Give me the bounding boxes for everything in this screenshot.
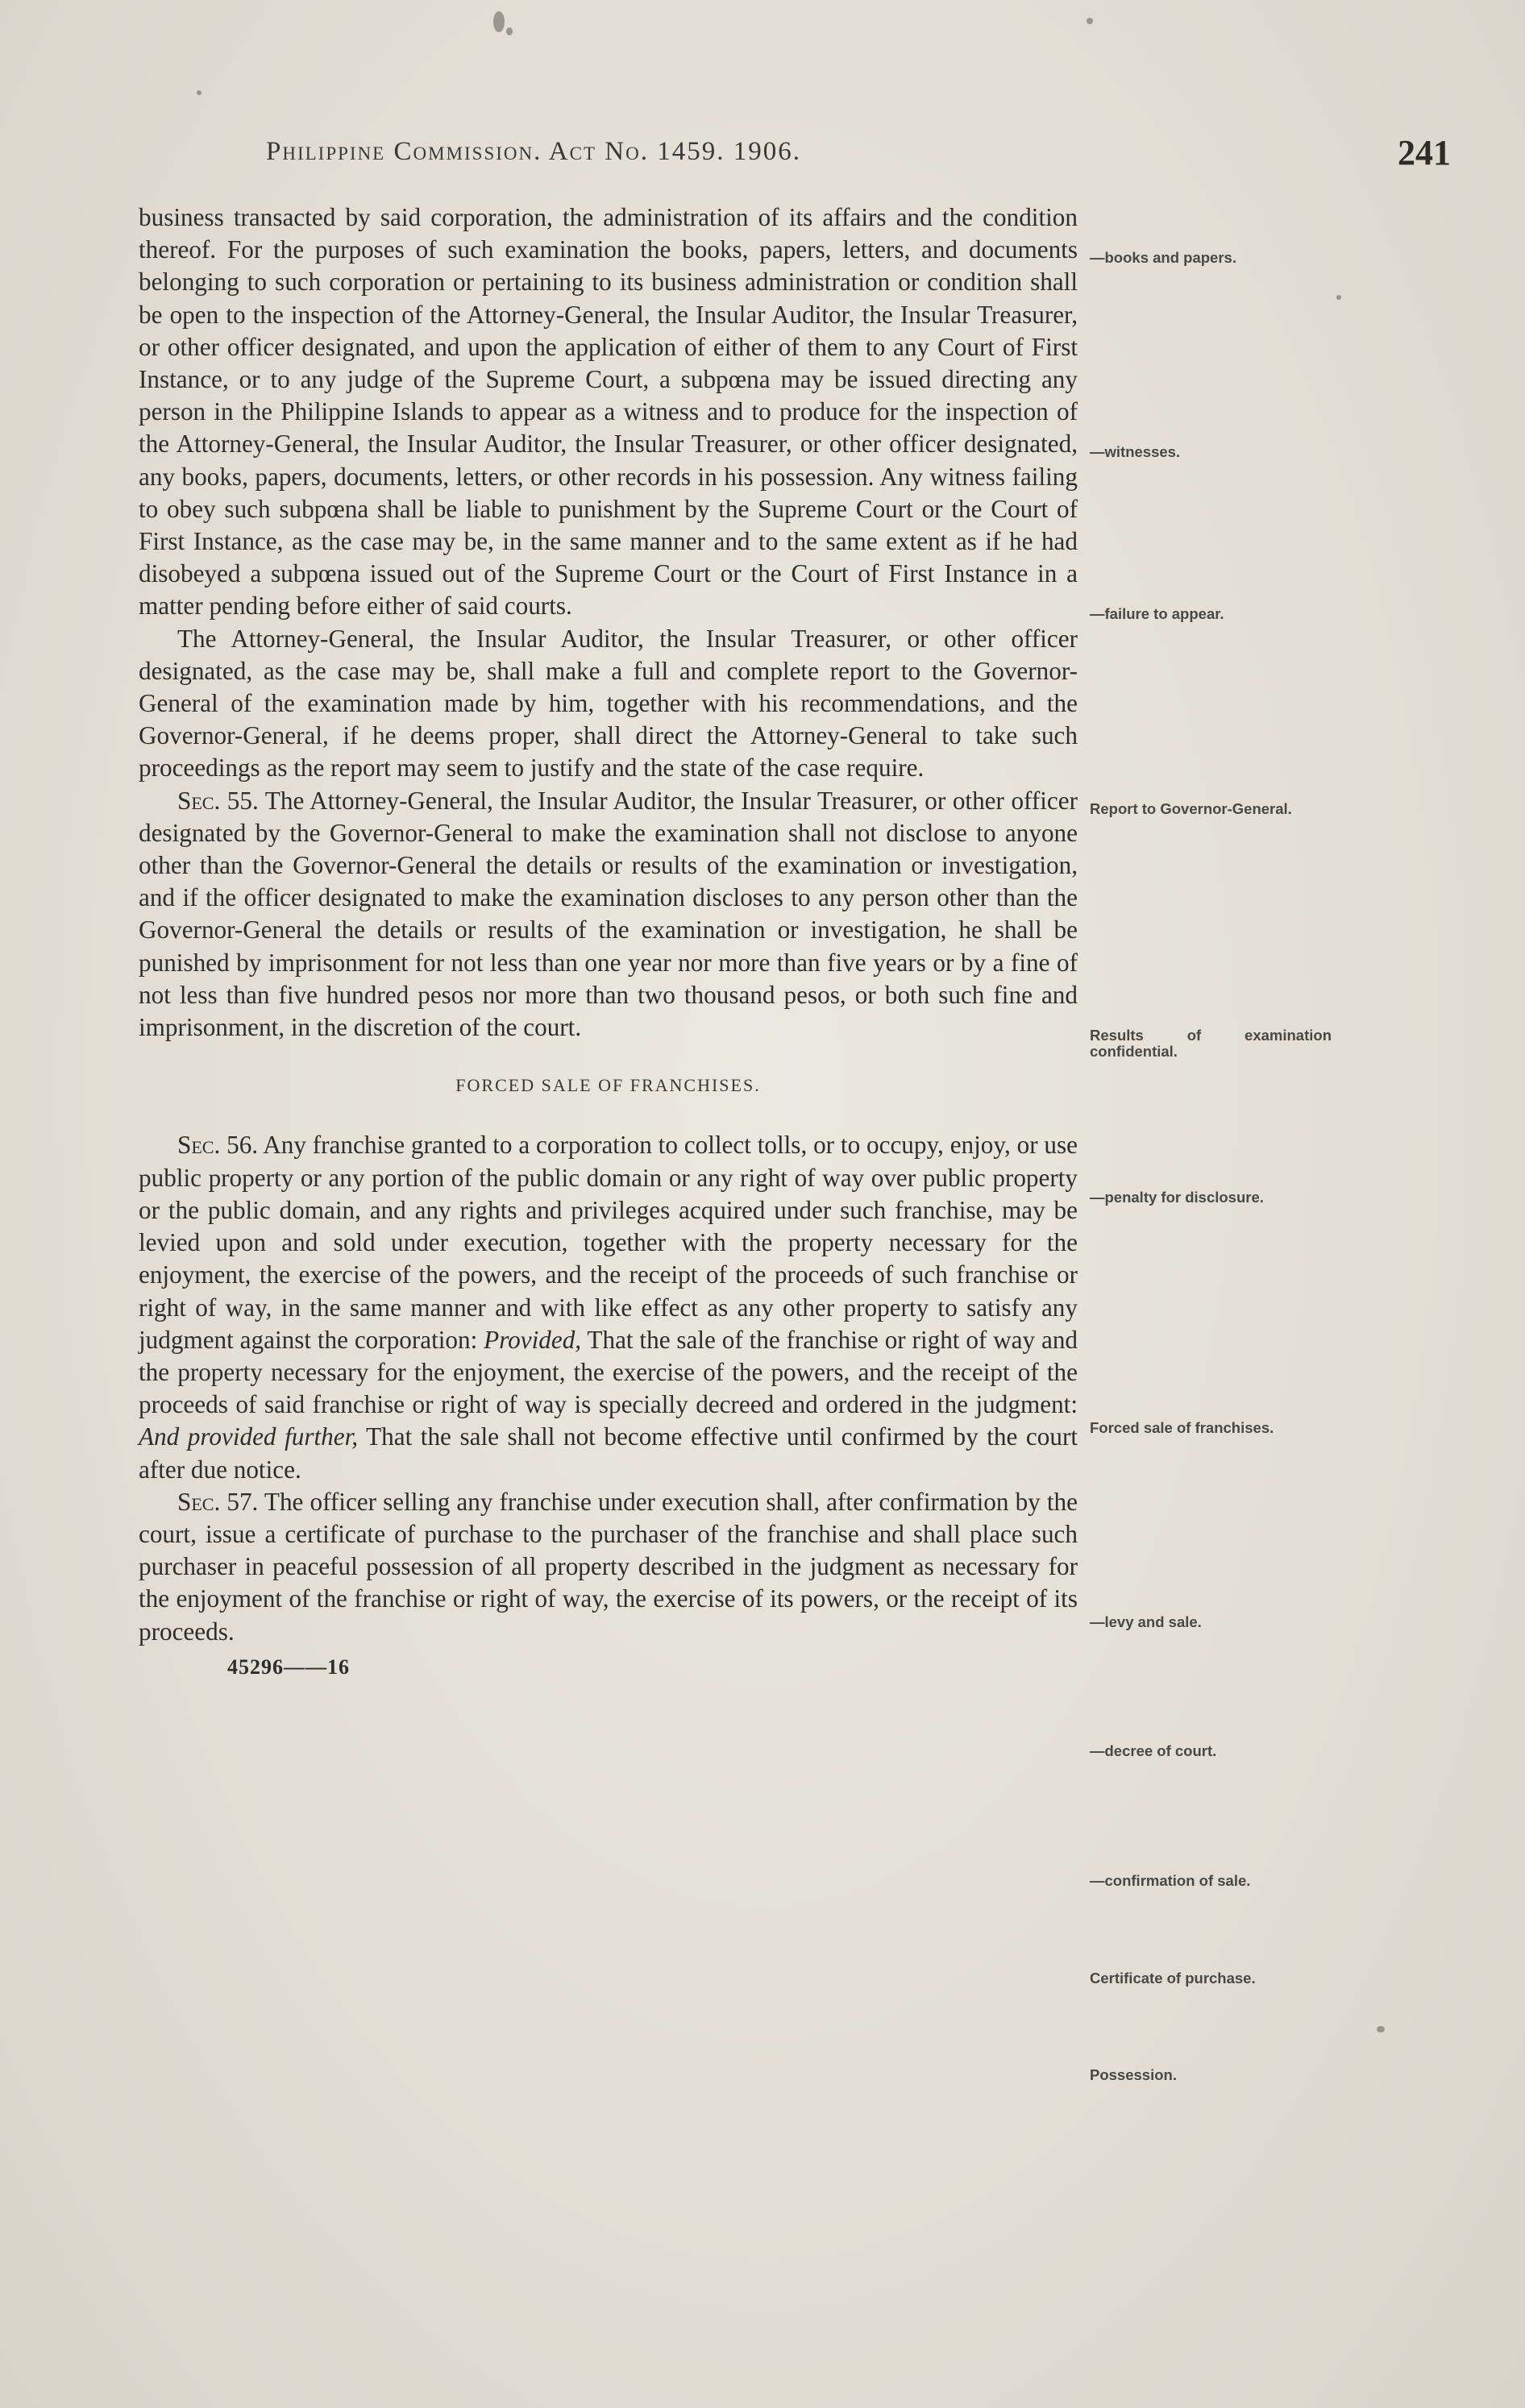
paragraph-text: The officer selling any franchise under execution shall, after confirmation by the court, issue a certificate of purchase to the purchaser of the franchise and shall place such purchaser in peaceful possession of all property described in the judgment as necessary for the enjoyment of the franchise or right of way, the exercise of its powers, or the receipt of its proceeds.	[139, 1487, 1078, 1646]
ink-speck	[506, 27, 513, 35]
margin-note-report-to-governor: Report to Governor-General.	[1090, 800, 1292, 817]
margin-note-confirmation-of-sale: —confirmation of sale.	[1090, 1872, 1251, 1889]
paragraph-examination	[139, 201, 1078, 623]
paragraph-text: business transacted by said corporation, the administration of its affairs and the condition thereof. For the purposes of such examination the books, papers, letters, and documents belonging to such corporation or pertaining to its business administration or condition shall be open to the inspection of the Attorney-General, the Insular Auditor, the Insular Treasurer, or other officer designated, and upon the application of either of them to any Court of First Instance, or to any judge of the Supreme Court, a subpœna may be issued directing any person in the Philippine Islands to appear as a witness and to produce for the inspection of the Attorney-General, the Insular Auditor, the Insular Treasurer, or other officer designated, any books, papers, documents, letters, or other records in his possession. Any witness failing to obey such subpœna shall be liable to punishment by the Supreme Court or the Court of First Instance, as the case may be, in the same manner and to the same extent as if he had disobeyed a subpœna issued out of the Supreme Court or the Court of First Instance in a matter pending before either of said courts.	[139, 203, 1078, 621]
paragraph-text: The Attorney-General, the Insular Auditor, the Insular Treasurer, or other officer designated by the Governor-General to make the examination shall not disclose to anyone other than the Governor-General the details or results of the examination or investigation, and if the officer designated to make the examination discloses to any person other than the Governor-General the details or results of the examination or investigation, he shall be punished by imprisonment for not less than one year nor more than five years or by a fine of not less than five hundred pesos nor more than two thousand pesos, or both such fine and imprisonment, in the discretion of the court.	[139, 786, 1078, 1042]
paragraph-text: Any franchise granted to a corporation to collect tolls, or to occupy, enjoy, or use public property or any portion of the public domain or any right of way over public property or the public domain, and any rights and privileges acquired under such franchise, may be levied upon and sold under execution, together with the property necessary for the enjoyment, the exercise of the powers, and the receipt of the proceeds of such franchise or right of way, in the same manner and with like effect as any other property to satisfy any judgment against the corporation:	[139, 1131, 1078, 1354]
page-header	[266, 133, 1451, 185]
margin-note-results-confidential: Results of examination confidential.	[1090, 1027, 1332, 1060]
margin-note-witnesses: —witnesses.	[1090, 443, 1181, 460]
margin-note-failure-to-appear: —failure to appear.	[1090, 605, 1224, 622]
ink-speck	[1377, 2026, 1385, 2032]
proviso-text: And provided further,	[139, 1422, 359, 1451]
margin-note-penalty-for-disclosure: —penalty for disclosure.	[1090, 1189, 1264, 1206]
margin-note-possession: Possession.	[1090, 2066, 1177, 2083]
running-head: Philippine Commission. Act No. 1459. 1906.	[266, 137, 801, 166]
margin-note-decree-of-court: —decree of court.	[1090, 1742, 1217, 1759]
paragraph-text: That the sale shall not become effective until confirmed by the court after due notice.	[139, 1422, 1078, 1484]
signature-code: 45296——16	[227, 1654, 350, 1679]
paragraph-sec-57	[139, 1486, 1078, 1648]
section-label: Sec. 57.	[177, 1487, 259, 1516]
paragraph-sec-55	[139, 785, 1078, 1044]
margin-note-forced-sale: Forced sale of franchises.	[1090, 1419, 1274, 1436]
paragraph-text: The Attorney-General, the Insular Auditor, the Insular Treasurer, or other officer designated, as the case may be, shall make a full and complete report to the Governor-General of the examination made by him, together with his recommendations, and the Governor-General, if he deems proper, shall direct the Attorney-General to take such proceedings as the report may seem to justify and the state of the case require.	[139, 624, 1078, 783]
ink-speck	[197, 90, 202, 95]
ink-speck	[493, 11, 505, 32]
section-label: Sec. 55.	[177, 786, 259, 815]
margin-note-certificate-of-purchase: Certificate of purchase.	[1090, 1970, 1256, 1987]
proviso-text: Provided,	[484, 1325, 582, 1354]
paragraph-text: That the sale of the franchise or right of way and the property necessary for the enjoyment, the exercise of the powers, and the receipt of the proceeds of said franchise or right of way is specially decreed and ordered in the judgment:	[139, 1325, 1078, 1419]
paragraph-sec-56	[139, 1129, 1078, 1485]
section-label: Sec. 56.	[177, 1131, 259, 1160]
paragraph-report	[139, 623, 1078, 785]
page-number: 241	[1398, 133, 1451, 172]
section-heading: FORCED SALE OF FRANCHISES.	[455, 1075, 761, 1096]
margin-note-levy-and-sale: —levy and sale.	[1090, 1613, 1202, 1630]
body-text	[139, 201, 1078, 1684]
ink-speck	[1336, 295, 1341, 300]
margin-note-books-and-papers: —books and papers.	[1090, 249, 1236, 266]
ink-speck	[1087, 18, 1093, 24]
